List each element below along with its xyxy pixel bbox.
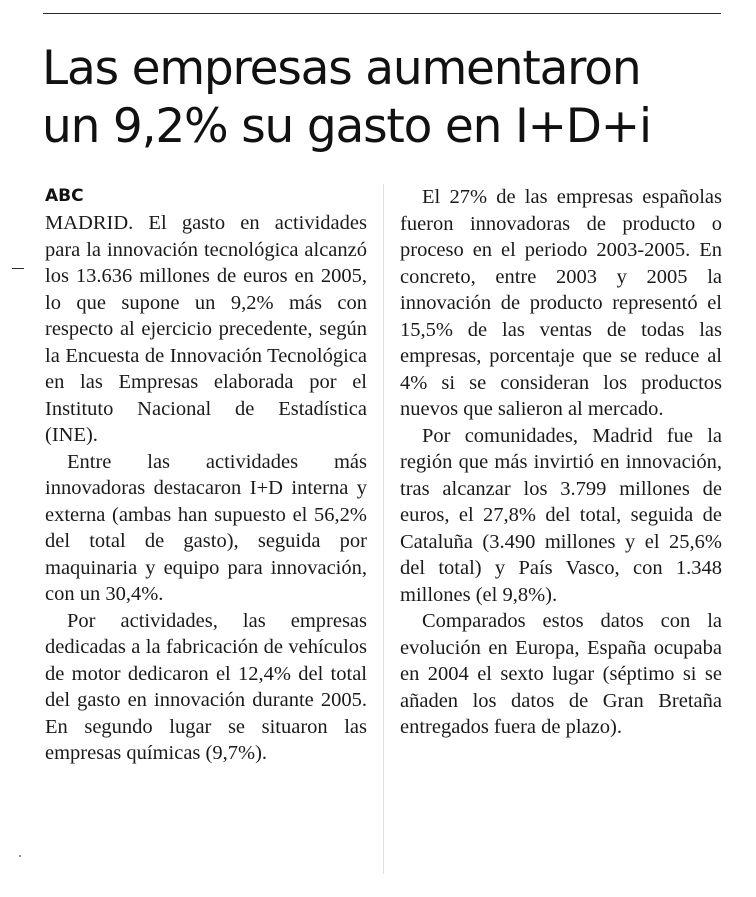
headline xyxy=(42,40,742,156)
paragraph: Por actividades, las empresas dedicadas a la fabricación de vehículos de motor dedicaron el 12,4% del total del gasto en innovación durante 2005. En segundo lugar se situaron las empresas químicas (9,7%). xyxy=(45,609,367,764)
byline: ABC xyxy=(45,186,84,206)
paragraph: Por comunidades, Madrid fue la región que más invirtió en innovación, tras alcanzar los 3.799 millones de euros, el 27,8% del total, seguida de Cataluña (3.490 millones y el 25,6% del total) y País Vasco, con 1.348 millones (el 9,8%). xyxy=(400,424,722,606)
right-column xyxy=(400,184,722,741)
paragraph: Entre las actividades más innovadoras destacaron I+D interna y externa (ambas han supuesto el 56,2% del total de gasto), seguida por maquinaria y equipo para innovación, con un 30,4%. xyxy=(45,450,367,605)
headline-line-2: un 9,2% su gasto en I+D+i xyxy=(42,99,651,154)
paragraph: Comparados estos datos con la evolución en Europa, España ocupaba en 2004 el sexto lugar (séptimo si se añaden los datos de Gran Bretaña entregados fuera de plazo). xyxy=(400,610,722,738)
margin-mark xyxy=(12,268,24,269)
left-column xyxy=(45,210,367,767)
paragraph: MADRID. El gasto en actividades para la innovación tecnológica alcanzó los 13.636 millones de euros en 2005, lo que supone un 9,2% más con respecto al ejercicio precedente, según la Encuesta de Innovación Tecnológica en las Empresas elaborada por el Instituto Nacional de Estadística (INE). xyxy=(45,212,367,446)
margin-dot xyxy=(19,855,21,857)
headline-line-1: Las empresas aumentaron xyxy=(42,41,641,96)
paragraph: El 27% de las empresas españolas fueron innovadoras de producto o proceso en el periodo 2003-2005. En concreto, entre 2003 y 2005 la innovación de producto representó el 15,5% de las ventas de todas las empresas, porcentaje que se reduce al 4% si se consideran los productos nuevos que salieron al mercado. xyxy=(400,186,722,420)
top-rule xyxy=(43,13,721,14)
column-divider xyxy=(383,184,384,874)
